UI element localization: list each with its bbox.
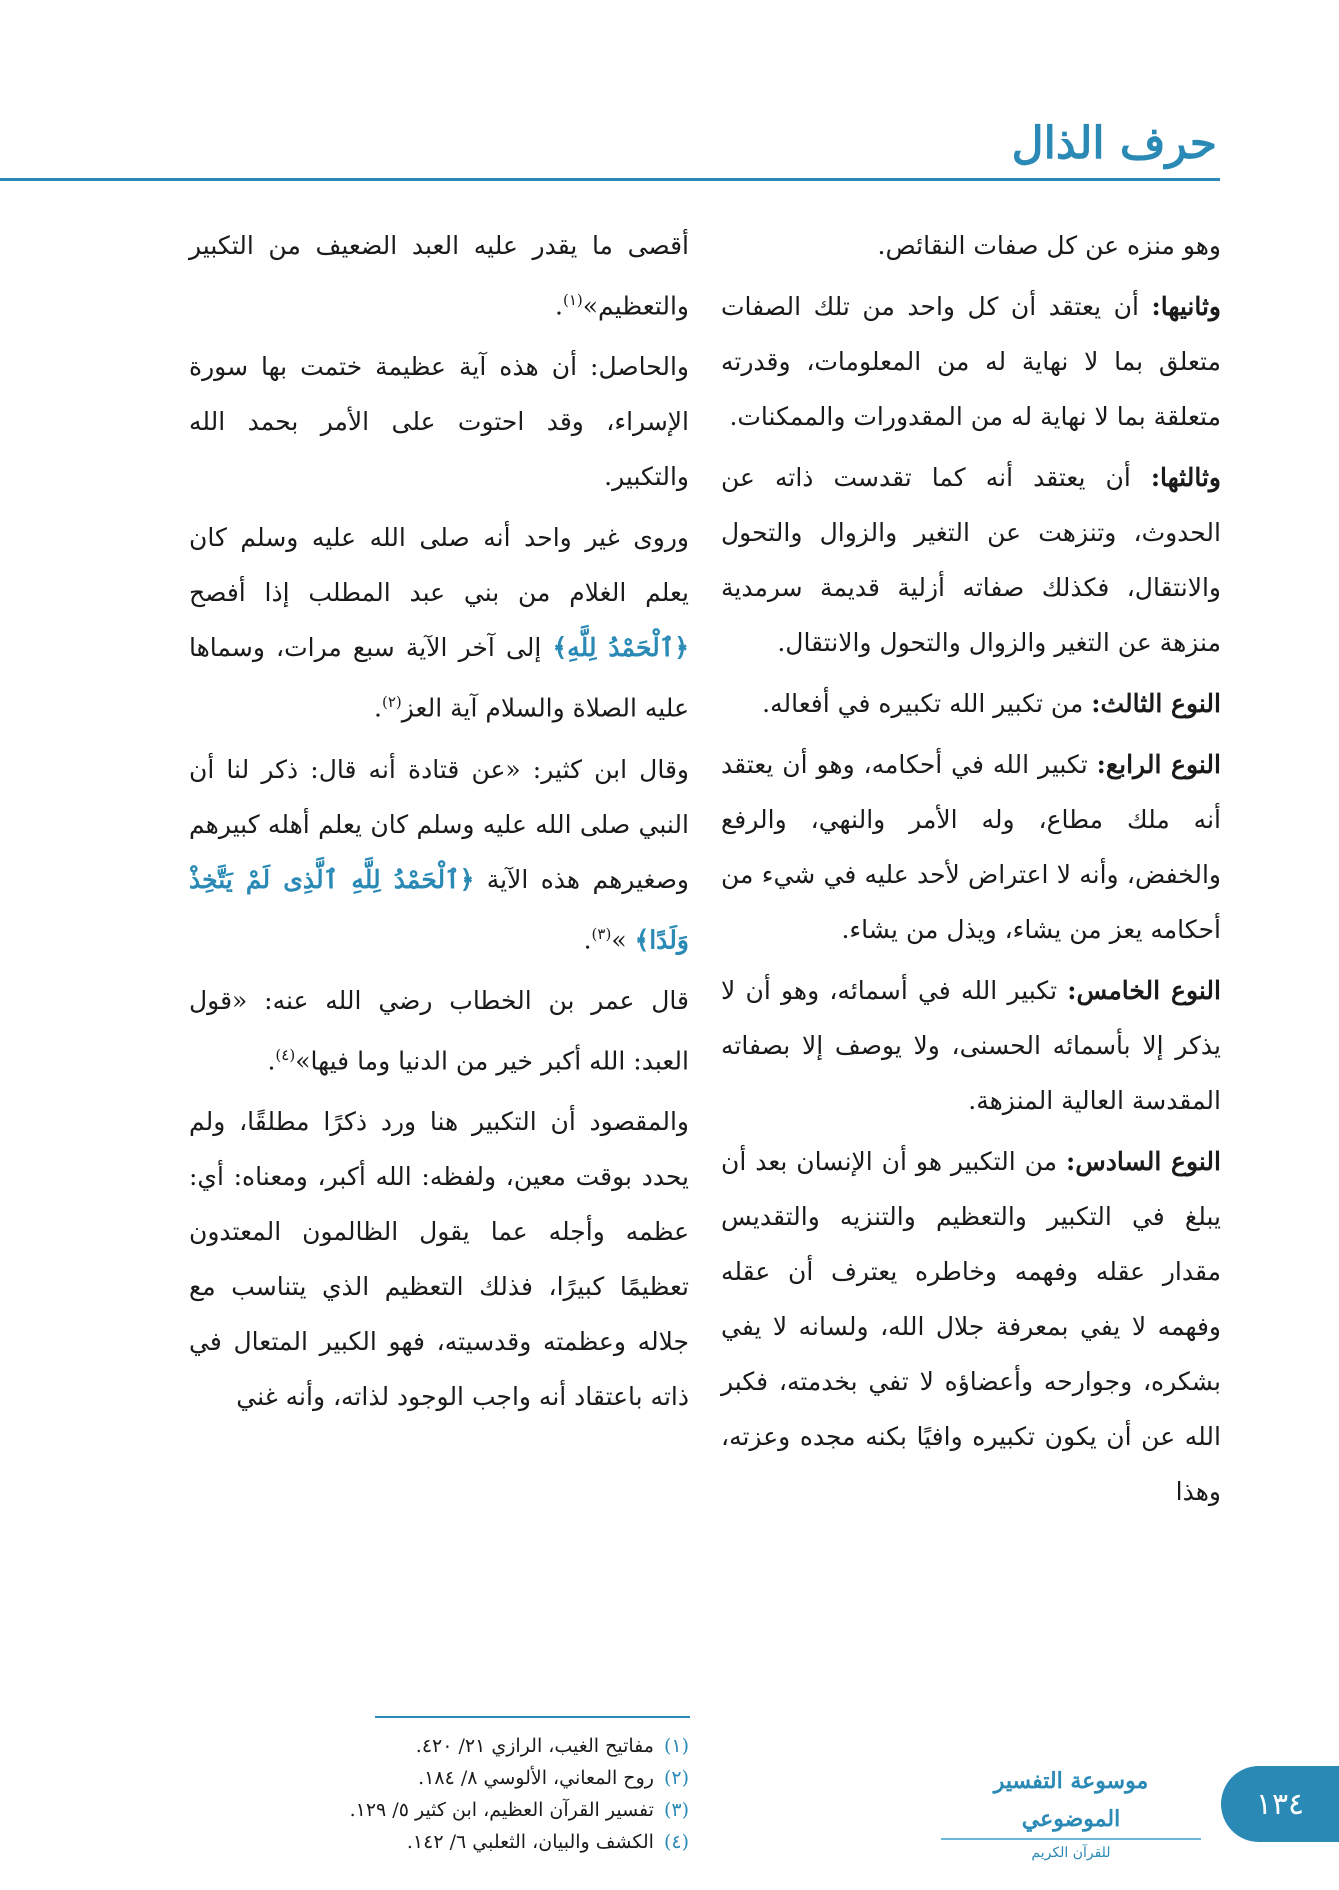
footnote-divider [375, 1716, 690, 1718]
footnote-marker: (٣) [591, 924, 612, 943]
paragraph [189, 742, 689, 967]
paragraph [721, 963, 1221, 1128]
paragraph [189, 510, 689, 735]
footnote-number: (١) [663, 1735, 689, 1757]
quran-verse: ﴿ٱلْحَمْدُ لِلَّهِ﴾ [552, 633, 689, 663]
footnote-text: الكشف والبيان، الثعلبي ٦/ ١٤٢. [406, 1831, 654, 1853]
bold-label: النوع الرابع: [1096, 750, 1221, 779]
paragraph [721, 450, 1221, 670]
page-number-badge: ١٣٤ [1221, 1766, 1339, 1842]
bold-label: النوع الثالث: [1091, 689, 1221, 718]
footnote-marker: (١) [562, 291, 583, 309]
right-text-column [721, 218, 1221, 1525]
footnote-marker: (٢) [381, 693, 402, 712]
text-run: . [555, 291, 563, 321]
paragraph [721, 218, 1221, 273]
footnote-text: روح المعاني، الألوسي ٨/ ١٨٤. [418, 1767, 654, 1789]
bold-label: وثالثها: [1150, 463, 1221, 492]
quran-verse: ﴿ٱلْحَمْدُ لِلَّهِ ٱلَّذِى لَمْ يَتَّخِذْ وَلَدًا﴾ [189, 864, 689, 954]
footnotes-list [189, 1730, 689, 1858]
footnote-item [189, 1730, 689, 1762]
header-divider [0, 178, 1220, 181]
text-run: . [583, 924, 592, 954]
chapter-title: حرف الذال [1011, 118, 1217, 169]
footnote-item [189, 1826, 689, 1858]
bold-label: النوع الخامس: [1067, 976, 1221, 1005]
text-run: إلى آخر الآية سبع مرات، وسماها عليه الصلاة والسلام آية العز [189, 633, 689, 723]
text-run: . [267, 1046, 276, 1076]
text-run: والحاصل: أن هذه آية عظيمة ختمت بها سورة الإسراء، وقد احتوت على الأمر بحمد الله والتكبير. [189, 352, 689, 492]
logo-subtitle: للقرآن الكريم [1031, 1845, 1111, 1861]
footnote-number: (٣) [663, 1799, 689, 1821]
text-run: تكبير الله في أسمائه، وهو أن لا يذكر إلا بأسمائه الحسنى، ولا يوصف إلا بصفاته المقدسة العالية المنزهة. [721, 976, 1221, 1115]
paragraph [721, 279, 1221, 444]
text-run: وقال ابن كثير: «عن قتادة أنه قال: ذكر لنا أن النبي صلى الله عليه وسلم كان يعلم أهله كبيرهم وصغيرهم هذه الآية [189, 754, 689, 894]
footnote-item [189, 1762, 689, 1794]
footnote-item [189, 1794, 689, 1826]
series-logo [941, 1762, 1201, 1861]
text-run: قال عمر بن الخطاب رضي الله عنه: «قول العبد: الله أكبر خير من الدنيا وما فيها» [189, 985, 689, 1076]
paragraph [721, 676, 1221, 731]
text-run: وروى غير واحد أنه صلى الله عليه وسلم كان يعلم الغلام من بني عبد المطلب إذا أفصح [189, 523, 689, 608]
text-run: والمقصود أن التكبير هنا ورد ذكرًا مطلقًا، ولم يحدد بوقت معين، ولفظه: الله أكبر، ومعناه: أي: عظمه وأجله عما يقول الظالمون المعتدون تعظيمًا كبيرًا، فذلك التعظيم الذي يتناسب مع جلاله وعظمته وقدسيته، فهو الكبير المتعال في ذاته باعتقاد أنه واجب الوجود لذاته، وأنه غني [189, 1107, 689, 1412]
footnote-marker: (٤) [275, 1045, 296, 1064]
footnote-text: تفسير القرآن العظيم، ابن كثير ٥/ ١٢٩. [349, 1799, 654, 1821]
paragraph [721, 737, 1221, 957]
text-run: أن يعتقد أن كل واحد من تلك الصفات متعلق بما لا نهاية له من المعلومات، وقدرته متعلقة بما لا نهاية له من المقدورات والممكنات. [721, 292, 1221, 431]
paragraph [721, 1134, 1221, 1519]
logo-title: موسوعة التفسير الموضوعي [941, 1762, 1201, 1840]
left-text-column [189, 218, 689, 1708]
text-run: من التكبير هو أن الإنسان بعد أن يبلغ في التكبير والتعظيم والتنزيه والتقديس مقدار عقله وفهمه وخاطره يعترف أن عقله وفهمه لا يفي بمعرفة جلال الله، ولسانه لا يفي بشكره، وجوارحه وأعضاؤه لا تفي بخدمته، فكبر الله عن أن يكون تكبيره وافيًا بكنه مجده وعزته، وهذا [721, 1147, 1221, 1506]
text-run: من تكبير الله تكبيره في أفعاله. [762, 689, 1092, 718]
footnote-number: (٢) [663, 1767, 689, 1789]
text-run: أقصى ما يقدر عليه العبد الضعيف من التكبير والتعظيم» [189, 231, 689, 321]
footnote-text: مفاتيح الغيب، الرازي ٢١/ ٤٢٠. [415, 1735, 654, 1757]
text-run: » [611, 924, 635, 954]
paragraph [189, 339, 689, 504]
text-run: أن يعتقد أنه كما تقدست ذاته عن الحدوث، وتنزهت عن التغير والزوال والتحول والانتقال، فكذلك صفاته أزلية قديمة سرمدية منزهة عن التغير والزوال والتحول والانتقال. [721, 463, 1221, 657]
footnote-number: (٤) [663, 1831, 689, 1853]
paragraph [189, 218, 689, 333]
paragraph [189, 1094, 689, 1424]
paragraph [189, 973, 689, 1088]
bold-label: النوع السادس: [1066, 1147, 1221, 1176]
text-run: وهو منزه عن كل صفات النقائص. [877, 231, 1221, 260]
bold-label: وثانيها: [1151, 292, 1221, 321]
text-run: . [374, 693, 382, 723]
text-run: تكبير الله في أحكامه، وهو أن يعتقد أنه ملك مطاع، وله الأمر والنهي، والرفع والخفض، وأنه لا اعتراض لأحد عليه في شيء من أحكامه يعز من يشاء، ويذل من يشاء. [721, 750, 1221, 944]
